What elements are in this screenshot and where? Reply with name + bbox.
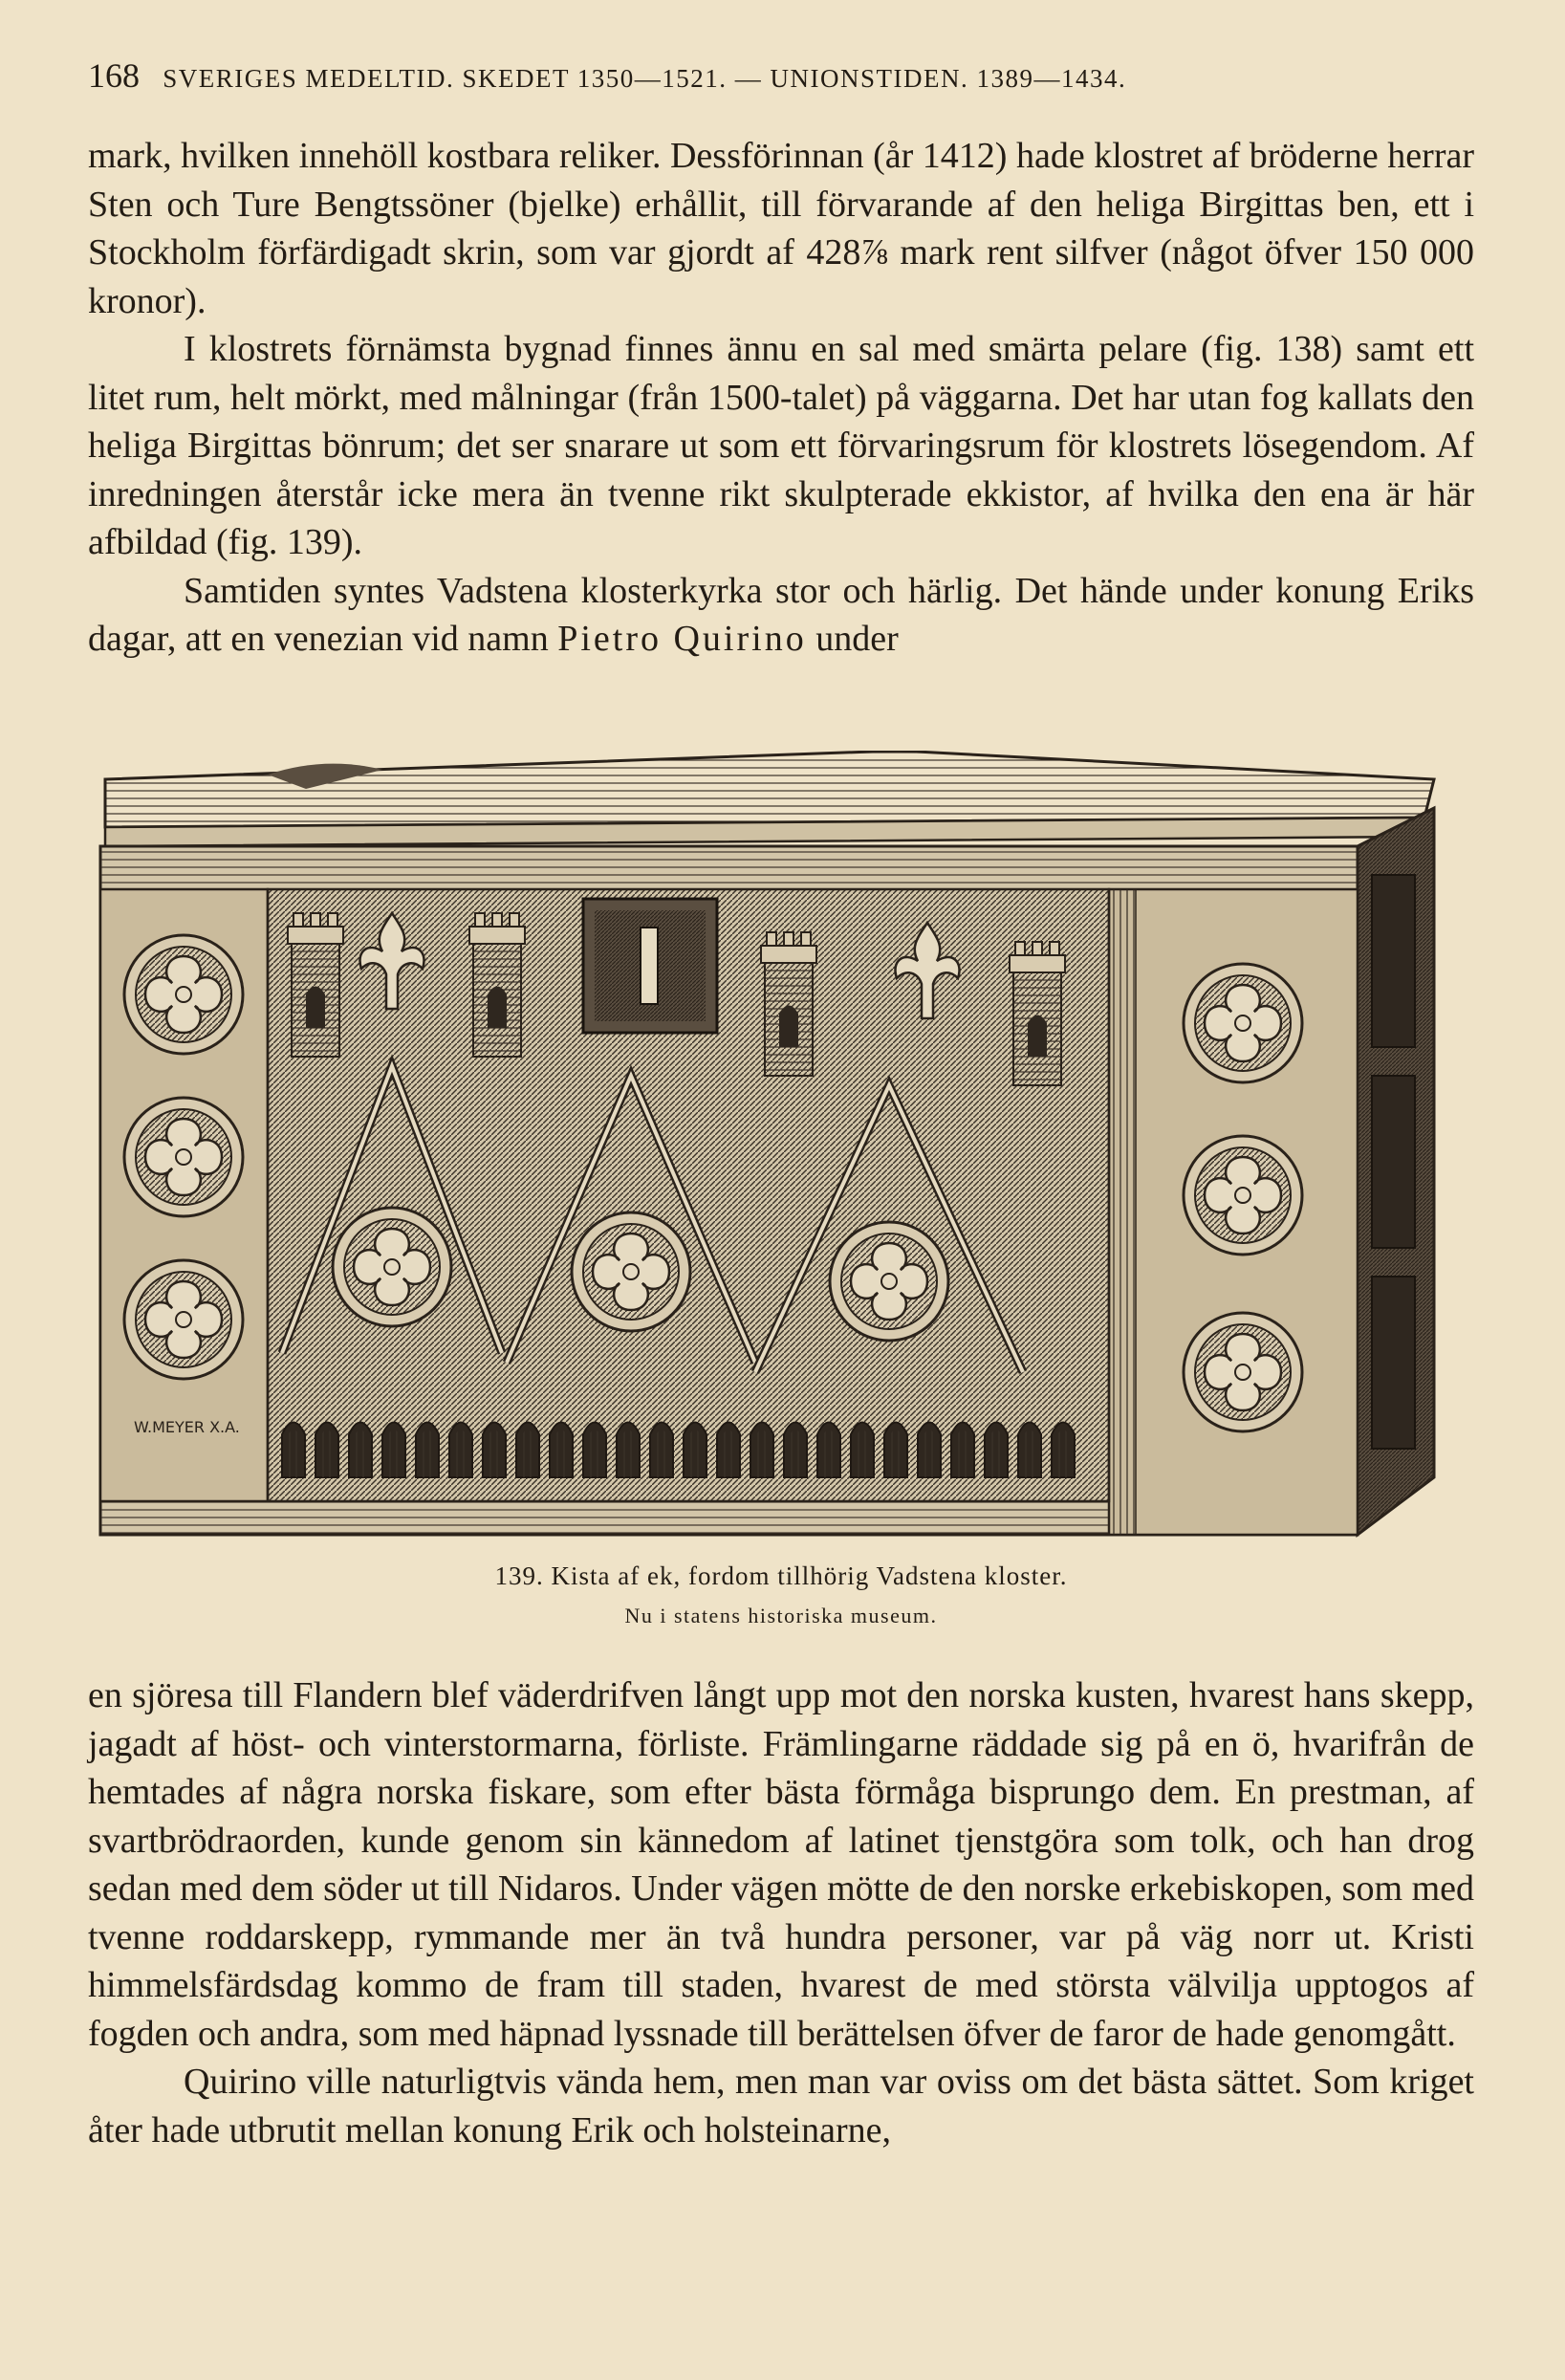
paragraph-sjoresa: en sjöresa till Flandern blef väderdrifven långt upp mot den norska kusten, hvarest hans skepp, jagadt af höst- och vinterstormarna, förliste. Främlingarne räddade sig på en ö, hvarifrån de hemtades af några norska fiskare, som efter bästa förmåga bisprungo dem. En prestman, af svartbrödraorden, kunde genom sin kännedom af latinet tjenstgöra som tolk, och han drog sedan med dem söder ut till Nidaros. Under vägen mötte de den norske erkebiskopen, som med tvenne roddarskepp, rymmande mer än två hundra personer, var på väg norr ut. Kristi himmelsfärdsdag kommo de fram till staden, hvarest de med största välvilja upptogos af fogden och andra, som med häpnad lyssnade till berättelsen öfver de faror de hade genomgått. — [88, 1675, 1474, 2054]
figure-caption-line1: 139. Kista af ek, fordom tillhörig Vadstena kloster. — [494, 1561, 1068, 1590]
text-block-bottom — [88, 1671, 1474, 2154]
name-pietro-quirino: Pietro Quirino — [557, 619, 807, 659]
samtiden-text-end: under — [806, 619, 899, 659]
text-block-top — [88, 132, 1474, 664]
paragraph-reliker: mark, hvilken innehöll kostbara reliker. Dessförinnan (år 1412) hade klostret af bröderne herrar Sten och Ture Bengtssöner (bjelke) erhållit, till förvarande af den heliga Birgittas ben, ett i Stockholm förfärdigadt skrin, som var gjordt af 428⅞ mark rent silfver (något öfver 150 000 kronor). — [88, 136, 1474, 321]
paragraph-quirino: Quirino ville naturligtvis vända hem, men man var oviss om det bästa sättet. Som kriget åter hade utbrutit mellan konung Erik och holsteinarne, — [88, 2062, 1474, 2151]
samtiden-text: Samtiden syntes Vadstena klosterkyrka stor och härlig. Det hände under konung Eriks dagar, att en venezian vid namn — [88, 570, 1474, 659]
figure-139-chest-engraving — [96, 751, 1453, 1544]
running-header — [88, 55, 1474, 96]
engraver-signature: W.MEYER X.A. — [134, 1418, 240, 1436]
paragraph-klostret: I klostrets förnämsta bygnad finnes ännu en sal med smärta pelare (fig. 138) samt ett litet rum, helt mörkt, med målningar (från 1500-talet) på väggarna. Det har utan fog kallats den heliga Birgittas bönrum; det ser snarare ut som ett förvaringsrum för klostrets lösegendom. Af inredningen återstår icke mera än tvenne rikt skulpterade ekkistor, af hvilka den ena är här afbildad (fig. 139). — [88, 329, 1474, 562]
chest-illustration — [96, 751, 1453, 1544]
paragraph-samtiden — [88, 567, 1474, 664]
figure-caption-line2: Nu i statens historiska museum. — [624, 1604, 938, 1627]
page-number: 168 — [88, 56, 140, 95]
running-title: SVERIGES MEDELTID. SKEDET 1350—1521. — UNIONSTIDEN. 1389—1434. — [163, 64, 1127, 93]
